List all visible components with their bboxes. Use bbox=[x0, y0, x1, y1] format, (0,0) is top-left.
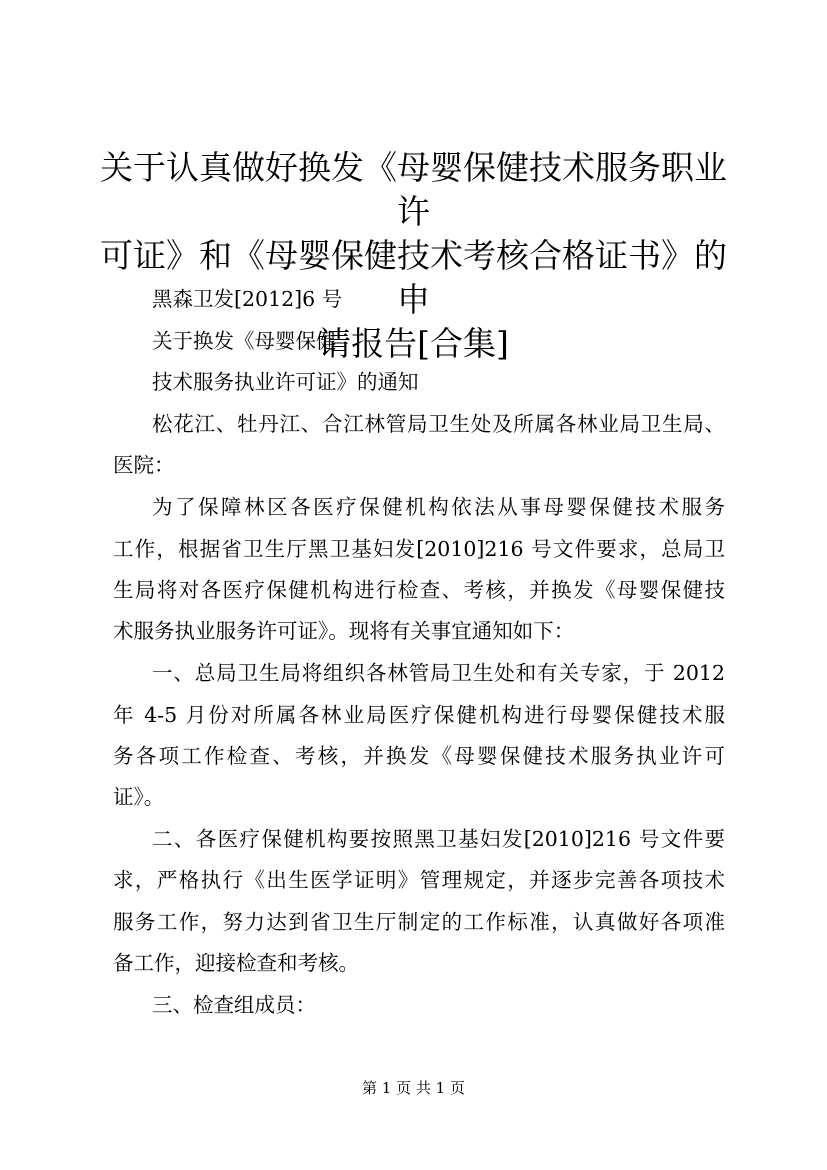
paragraph-2-line-1: 一、总局卫生局将组织各林管局卫生处和有关专家，于 2012 bbox=[152, 661, 725, 685]
paragraph-1-line-4: 术服务执业服务许可证》。现将有关事宜通知如下： bbox=[113, 619, 575, 643]
page-footer: 第 1 页 共 1 页 bbox=[362, 1079, 465, 1097]
paragraph-4: 三、检查组成员： bbox=[152, 993, 316, 1017]
paragraph-3-line-1: 二、各医疗保健机构要按照黑卫基妇发[2010]216 号文件要 bbox=[152, 827, 725, 851]
paragraph-3-line-2: 求，严格执行《出生医学证明》管理规定，并逐步完善各项技术 bbox=[113, 868, 725, 892]
paragraph-2-line-3: 务各项工作检查、考核，并换发《母婴保健技术服务执业许可 bbox=[113, 744, 725, 768]
addressee-line-1: 松花江、牡丹江、合江林管局卫生处及所属各林业局卫生局、 bbox=[152, 412, 725, 436]
addressee-line-2: 医院： bbox=[113, 453, 175, 477]
document-number: 黑森卫发[2012]6 号 bbox=[152, 287, 343, 311]
notice-heading-line-2: 技术服务执业许可证》的通知 bbox=[152, 370, 419, 394]
paragraph-1-line-1: 为了保障林区各医疗保健机构依法从事母婴保健技术服务 bbox=[152, 495, 725, 519]
title-line-1: 关于认真做好换发《母婴保健技术服务职业许 bbox=[100, 148, 727, 231]
paragraph-1-line-2: 工作，根据省卫生厅黑卫基妇发[2010]216 号文件要求，总局卫 bbox=[113, 537, 725, 561]
notice-heading-line-1: 关于换发《母婴保健 bbox=[152, 329, 337, 353]
title-line-2: 可证》和《母婴保健技术考核合格证书》的申 bbox=[100, 236, 727, 319]
paragraph-2-line-2: 年 4-5 月份对所属各林业局医疗保健机构进行母婴保健技术服 bbox=[113, 703, 725, 727]
title-line-3: 请报告[合集] bbox=[318, 324, 509, 363]
paragraph-3-line-4: 备工作，迎接检查和考核。 bbox=[113, 951, 359, 975]
paragraph-3-line-3: 服务工作，努力达到省卫生厅制定的工作标准，认真做好各项准 bbox=[113, 910, 725, 934]
paragraph-2-line-4: 证》。 bbox=[113, 785, 165, 809]
paragraph-1-line-3: 生局将对各医疗保健机构进行检查、考核，并换发《母婴保健技 bbox=[113, 578, 725, 602]
